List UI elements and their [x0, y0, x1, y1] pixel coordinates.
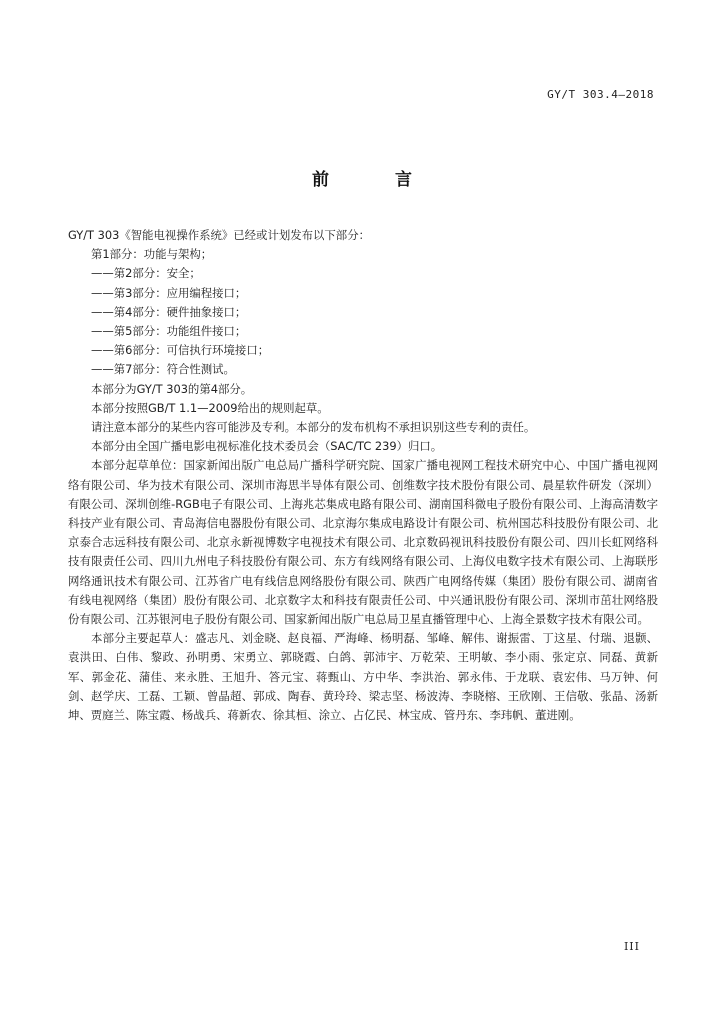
drafters-paragraph: 本部分主要起草人：盛志凡、刘金晓、赵良福、严海峰、杨明磊、邹峰、解伟、谢振雷、丁这星、付瑞、退颢、袁洪田、白伟、黎政、孙明勇、宋勇立、郭晓霞、白鸽、郭沛宇、万乾荣、王明敏、李小雨、张定京、同磊、黄新军、郭金花、蒲佳、来永胜、王旭升、答元宝、蒋甄山、方中华、李洪治、郭永伟、于龙联、袁宏伟、马万钟、何剑、赵学庆、工磊、工颖、曾晶超、郭成、陶春、黄玲玲、梁志坚、杨波涛、李晓榕、王欣刚、王信敬、张晶、汤新坤、贾庭兰、陈宝霞、杨战兵、蒋新农、徐其桓、涂立、占亿民、林宝成、管丹东、李玮帆、董进刚。: [68, 631, 658, 723]
part-list-item: ——第6部分：可信执行环境接口；: [91, 343, 270, 358]
part-list-item: 第1部分：功能与架构；: [91, 247, 213, 262]
drafting-units-paragraph: 本部分起草单位：国家新闻出版广电总局广播科学研究院、国家广播电视网工程技术研究中心、中国广播电视网络有限公司、华为技术有限公司、深圳市海思半导体有限公司、创维数字技术股份有限公司、晨星软件研发（深圳）有限公司、深圳创维-RGB电子有限公司、上海兆芯集成电路有限公司、湖南国科微电子股份有限公司、上海高清数字科技产业有限公司、青岛海信电器股份有限公司、北京海尔集成电路设计有限公司、杭州国芯科技股份有限公司、北京泰合志远科技有限公司、北京永新视博数字电视技术有限公司、北京数码视讯科技股份有限公司、四川长虹网络科技有限责任公司、四川九州电子科技股份有限公司、东方有线网络有限公司、上海仪电数字技术有限公司、上海联彤网络通讯技术有限公司、江苏省广电有线信息网络股份有限公司、陕西广电网络传媒（集团）股份有限公司、湖南省有线电视网络（集团）股份有限公司、北京数字太和科技有限责任公司、中兴通讯股份有限公司、深圳市茁壮网络股份有限公司、江苏银河电子股份有限公司、国家新闻出版广电总局卫星直播管理中心、上海全景数字技术有限公司。: [68, 458, 658, 627]
page-number: III: [623, 940, 640, 953]
part-list-item: ——第4部分：硬件抽象接口；: [91, 304, 247, 319]
statement-line: 本部分为GY/T 303的第4部分。: [91, 381, 253, 396]
part-list-item: ——第7部分：符合性测试。: [91, 362, 235, 377]
document-standard-number: GY/T 303.4—2018: [547, 88, 654, 101]
foreword-body: [68, 226, 658, 725]
part-list-item: ——第2部分：安全；: [91, 266, 201, 281]
statement-line: 请注意本部分的某些内容可能涉及专利。本部分的发布机构不承担识别这些专利的责任。: [91, 420, 536, 435]
intro-line: GY/T 303《智能电视操作系统》已经或计划发布以下部分：: [68, 228, 370, 242]
part-list-item: ——第5部分：功能组件接口；: [91, 324, 247, 339]
page-title: 前 言: [312, 170, 442, 190]
part-list-item: ——第3部分：应用编程接口；: [91, 285, 247, 300]
statement-line: 本部分由全国广播电影电视标准化技术委员会（SAC/TC 239）归口。: [91, 439, 443, 454]
statement-line: 本部分按照GB/T 1.1—2009给出的规则起草。: [91, 400, 329, 415]
